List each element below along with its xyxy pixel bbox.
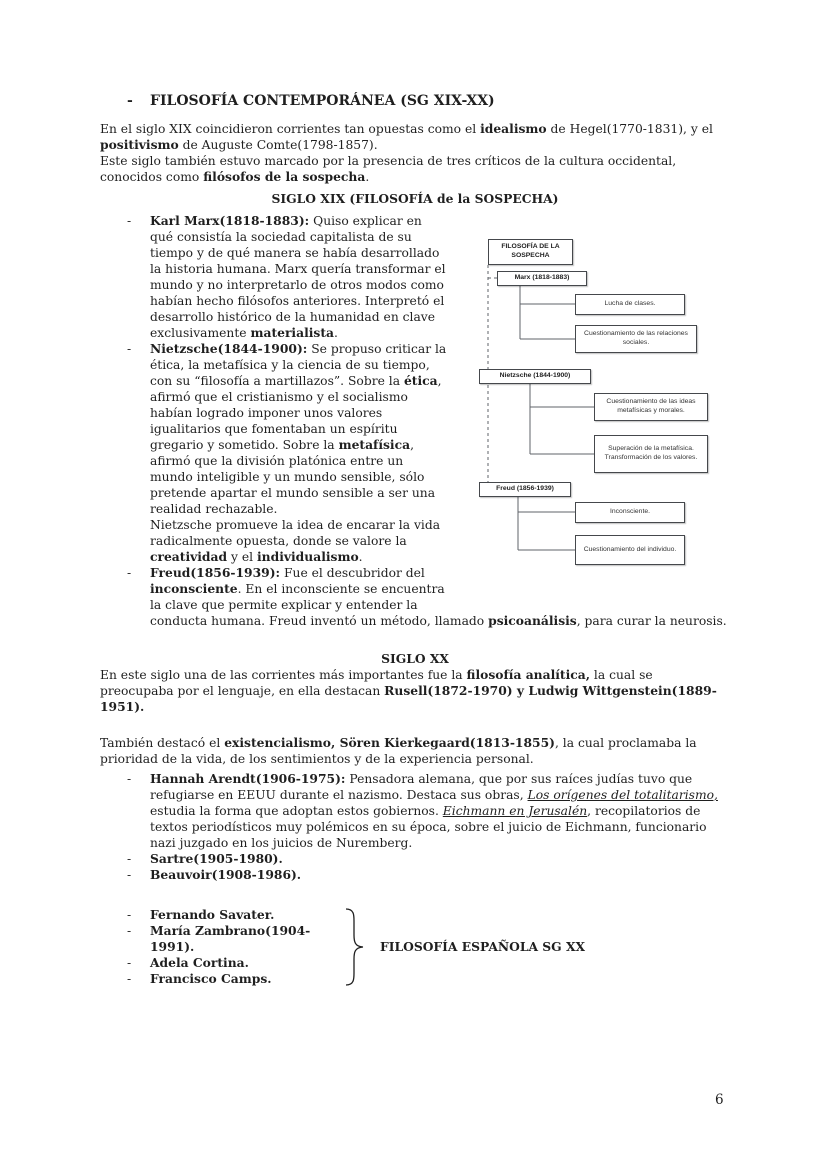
- list-item-text-camps: Francisco Camps.: [150, 971, 272, 986]
- list-item-beauvoir: [100, 867, 730, 883]
- list-item-camps: [100, 971, 342, 987]
- page-number: 6: [715, 1092, 724, 1108]
- intro-paragraph-1: En el siglo XIX coincidieron corrientes tan opuestas como el idealismo de Hegel(1770-1831), y el positivismo de Auguste Comte(1798-1857).: [100, 121, 713, 152]
- list-dash: -: [127, 214, 132, 228]
- diagram-node-marx: Marx (1818-1883): [497, 271, 587, 286]
- list-dash: -: [127, 956, 132, 970]
- list-item-zambrano: [100, 923, 342, 955]
- diagram-node-relaciones-sociales: Cuestionamiento de las relaciones sociales.: [575, 325, 697, 353]
- title-dash: -: [127, 93, 133, 109]
- intro-paragraph-2: Este siglo también estuvo marcado por la presencia de tres críticos de la cultura occidental, conocidos como filósofos de la sospecha.: [100, 154, 677, 184]
- diagram-node-root: FILOSOFÍA DE LA SOSPECHA: [488, 239, 573, 265]
- list-item-nietzsche: [100, 341, 730, 565]
- list-item-cortina: [100, 955, 342, 971]
- list-item-text-cortina: Adela Cortina.: [150, 955, 249, 970]
- list-item-savater: [100, 907, 342, 923]
- list-item-text-arendt: Hannah Arendt(1906-1975): Pensadora alemana, que por sus raíces judías tuvo que refugiarse en EEUU durante el nazismo. Destaca sus obras, Los orígenes del totalitarismo, estudia la forma que adoptan estos gobiernos. Eichmann en Jerusalén, recopilatorios de textos periodísticos muy polémicos en su época, sobre el juicio de Eichmann, funcionario nazi juzgado en los juicios de Nuremberg.: [150, 771, 718, 850]
- list-dash: -: [127, 908, 132, 922]
- spanish-philosophy-label: FILOSOFÍA ESPAÑOLA SG XX: [380, 939, 586, 954]
- list-item-text-nietzsche: Nietzsche(1844-1900): Se propuso criticar la ética, la metafísica y la ciencia de su tiempo, con su “filosofía a martillazos”. Sobre la ética, afirmó que el cristianismo y el socialismo habían logrado imponer unos valores igualitarios que fomentaban un espíritu gregario y sometido. Sobre la metafísica, afirmó que la división platónica entre un mundo inteligible y un mundo sensible, sólo pretende apartar el mundo sensible a ser una realidad rechazable. Nietzsche promueve la idea de encarar la vida radicalmente opuesta, donde se valore la creatividad y el individualismo.: [150, 341, 447, 564]
- list-dash: -: [127, 566, 132, 580]
- list-item-text-savater: Fernando Savater.: [150, 907, 275, 922]
- list-dash: -: [127, 924, 132, 938]
- siglo-xx-paragraph-1: En este siglo una de las corrientes más importantes fue la filosofía analítica, la cual se preocupaba por el lenguaje, en ella destacan Rusell(1872-1970) y Ludwig Wittgenstein(1889-1951).: [100, 667, 717, 714]
- list-item-sartre: [100, 851, 730, 867]
- diagram-node-ideas-metafisicas: Cuestionamiento de las ideas metafísicas y morales.: [594, 393, 708, 421]
- page-title: [100, 92, 730, 110]
- list-item-freud: [100, 565, 730, 629]
- diagram-node-cuestionamiento-individuo: Cuestionamiento del individuo.: [575, 535, 685, 565]
- siglo-xx-philosophers-list: [100, 771, 730, 883]
- list-item-text-zambrano: María Zambrano(1904-1991).: [150, 923, 311, 954]
- spanish-philosophers-list: [100, 907, 342, 987]
- heading-siglo-xix: SIGLO XIX (FILOSOFÍA de la SOSPECHA): [271, 191, 559, 206]
- list-dash: -: [127, 342, 132, 356]
- title-text: FILOSOFÍA CONTEMPORÁNEA (SG XIX-XX): [150, 93, 495, 109]
- list-item-text-beauvoir: Beauvoir(1908-1986).: [150, 867, 302, 882]
- diagram-node-freud: Freud (1856-1939): [479, 482, 571, 497]
- diagram-node-lucha-de-clases: Lucha de clases.: [575, 294, 685, 315]
- list-item-text-sartre: Sartre(1905-1980).: [150, 851, 283, 866]
- list-dash: -: [127, 772, 132, 786]
- list-item-arendt: [100, 771, 730, 851]
- siglo-xx-paragraph-2: También destacó el existencialismo, Sören Kierkegaard(1813-1855), la cual proclamaba la prioridad de la vida, de los sentimientos y de la experiencia personal.: [100, 735, 697, 766]
- diagram-node-superacion-metafisica: Superación de la metafísica. Transformación de los valores.: [594, 435, 708, 473]
- curly-brace-icon: [342, 907, 366, 987]
- list-dash: -: [127, 852, 132, 866]
- list-dash: -: [127, 868, 132, 882]
- list-item-marx: [100, 213, 730, 341]
- list-item-text-freud: Freud(1856-1939): Fue el descubridor del inconsciente. En el inconsciente se encuentra la clave que permite explicar y entender la conducta humana. Freud inventó un método, llamado psicoanálisis, para curar la neurosis.: [150, 565, 727, 628]
- heading-siglo-xx: SIGLO XX: [381, 651, 449, 666]
- spanish-philosophy-section: [100, 907, 730, 987]
- list-dash: -: [127, 972, 132, 986]
- sospecha-philosophers-list: [100, 213, 730, 629]
- diagram-node-inconsciente: Inconsciente.: [575, 502, 685, 523]
- diagram-node-nietzsche: Nietzsche (1844-1900): [479, 369, 591, 384]
- list-item-text-marx: Karl Marx(1818-1883): Quiso explicar en qué consistía la sociedad capitalista de su tiempo y de qué manera se había desarrollado la historia humana. Marx quería transformar el mundo y no interpretarlo de otros modos como habían hecho filósofos anteriores. Interpretó el desarrollo histórico de la humanidad en clave exclusivamente materialista.: [150, 213, 446, 340]
